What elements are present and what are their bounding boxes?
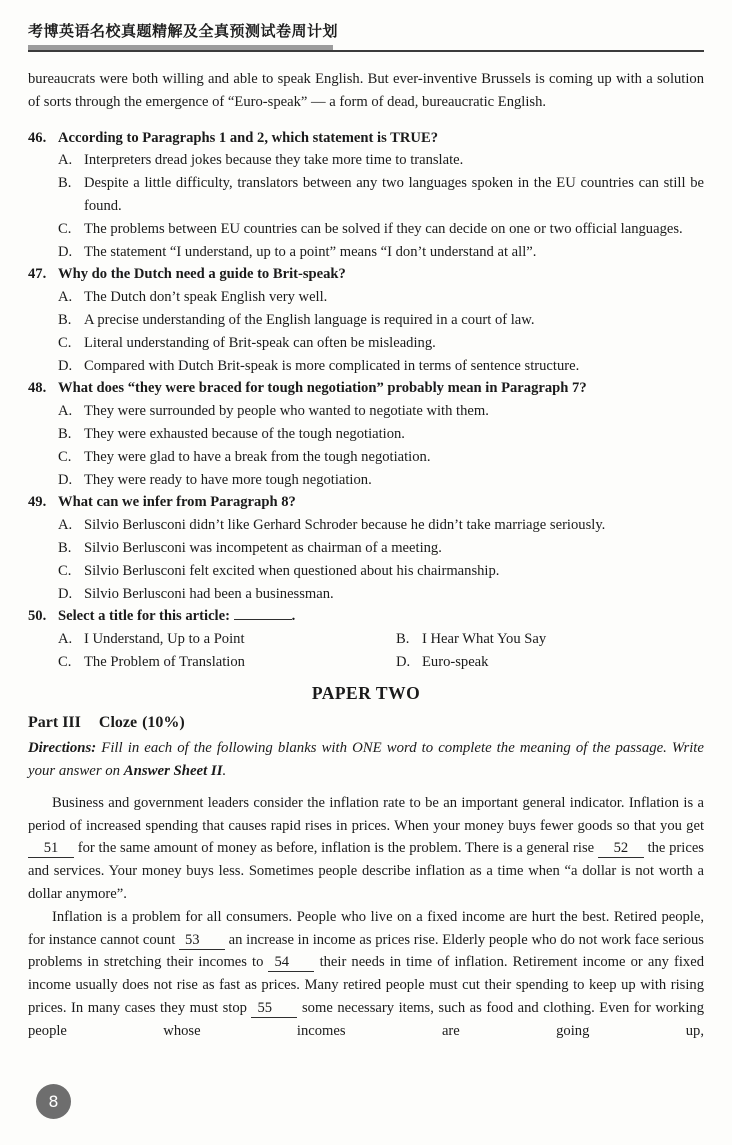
question-title: What can we infer from Paragraph 8? — [58, 494, 296, 511]
cloze-paragraph — [28, 906, 704, 1043]
option-text: They were glad to have a break from the tough negotiation. — [84, 448, 431, 465]
question-block — [28, 491, 704, 605]
text-run: for the same amount of money as before, inflation is the problem. There is a general rise — [74, 840, 598, 857]
text-run: Directions: — [28, 739, 97, 756]
text-run: their needs in time of inflation. Retirement income or any fixed income usually does not rise as fast as prices. Many retired people must cut their spending to keep up with rising prices. In many cases they must stop — [28, 954, 704, 1016]
cloze-blank: 54 — [268, 954, 314, 972]
option-label: A. — [58, 152, 73, 169]
option-label: D. — [58, 471, 73, 488]
question-block — [28, 605, 704, 673]
option-text: A precise understanding of the English language is required in a court of law. — [84, 311, 535, 328]
answer-option — [366, 651, 704, 674]
page-body — [28, 68, 704, 1042]
option-label: D. — [396, 653, 411, 670]
question-list — [28, 127, 704, 674]
page-header — [28, 20, 704, 53]
option-label: B. — [396, 631, 410, 648]
book-title: 考博英语名校真题精解及全真预测试卷周计划 — [28, 22, 339, 40]
option-label: D. — [58, 357, 73, 374]
text-run: Fill in each of the following blanks with ONE word to complete the meaning of the passage. Write your answer on — [28, 739, 704, 779]
answer-option — [28, 560, 704, 583]
option-text: The statement “I understand, up to a point” means “I don’t understand at all”. — [84, 243, 537, 260]
option-label: A. — [58, 631, 73, 648]
question-block — [28, 377, 704, 491]
answer-option — [28, 241, 704, 264]
option-text: I Hear What You Say — [422, 631, 547, 648]
question-options — [28, 149, 704, 263]
option-text: Compared with Dutch Brit-speak is more complicated in terms of sentence structure. — [84, 357, 580, 374]
question-number: 50. — [28, 608, 47, 625]
cloze-passage — [28, 792, 704, 1043]
answer-option — [28, 355, 704, 378]
answer-option — [28, 172, 704, 218]
part3-heading — [28, 714, 704, 732]
answer-option — [28, 309, 704, 332]
question-title: What does “they were braced for tough negotiation” probably mean in Paragraph 7? — [58, 380, 587, 397]
option-label: A. — [58, 403, 73, 420]
text-run: some necessary items, such as food and clothing. Even for working people whose incomes are going up, — [28, 999, 704, 1039]
option-label: C. — [58, 448, 72, 465]
paper-two-heading: PAPER TWO — [311, 682, 421, 703]
answer-option — [28, 651, 366, 674]
option-label: C. — [58, 653, 72, 670]
question-title: Why do the Dutch need a guide to Brit-speak? — [58, 266, 346, 283]
cloze-paragraph — [28, 792, 704, 906]
option-label: A. — [58, 289, 73, 306]
question-title: According to Paragraphs 1 and 2, which statement is TRUE? — [58, 129, 438, 146]
option-label: A. — [58, 517, 73, 534]
question-number: 47. — [28, 266, 47, 283]
question-block — [28, 127, 704, 264]
cloze-blank — [234, 619, 292, 620]
text-run: Inflation is a problem for all consumers. People who live on a fixed income are hurt the best. Retired people, for instance cannot count — [28, 908, 704, 948]
question-options — [28, 286, 704, 377]
question-options — [28, 628, 704, 674]
cloze-blank: 53 — [179, 932, 225, 950]
text-run: . — [222, 762, 227, 779]
option-label: B. — [58, 425, 72, 442]
part3-title: Cloze — [98, 713, 138, 731]
option-label: C. — [58, 562, 72, 579]
part3-directions — [28, 737, 704, 783]
answer-option — [28, 332, 704, 355]
option-text: They were surrounded by people who wanted to negotiate with them. — [84, 403, 489, 420]
page-number-badge: 8 — [36, 1084, 71, 1119]
question-head — [28, 127, 704, 150]
text-run: an increase in income as prices rise. Elderly people who do not work face serious problems in stretching their incomes to — [28, 931, 704, 971]
question-head — [28, 491, 704, 514]
option-text: Silvio Berlusconi had been a businessman. — [84, 585, 334, 602]
option-text: The Problem of Translation — [84, 653, 245, 670]
option-label: B. — [58, 539, 72, 556]
answer-option — [28, 537, 704, 560]
question-options — [28, 514, 704, 605]
question-head — [28, 605, 704, 628]
question-number: 46. — [28, 129, 47, 146]
option-text: I Understand, Up to a Point — [84, 631, 245, 648]
answer-option — [28, 286, 704, 309]
answer-option — [28, 446, 704, 469]
question-number: 48. — [28, 380, 47, 397]
answer-option — [28, 423, 704, 446]
option-text: Euro-speak — [422, 653, 489, 670]
option-text: They were ready to have more tough negotiation. — [84, 471, 372, 488]
cloze-blank: 52 — [598, 840, 644, 858]
part3-label: Part III — [28, 713, 81, 731]
option-label: B. — [58, 175, 72, 192]
text-run: Select a title for this article: — [58, 608, 234, 625]
answer-option — [28, 514, 704, 537]
answer-option — [28, 628, 366, 651]
option-label: D. — [58, 585, 73, 602]
option-text: Silvio Berlusconi didn’t like Gerhard Schroder because he didn’t take marriage seriously. — [84, 517, 606, 534]
cloze-blank: 55 — [251, 1000, 297, 1018]
option-text: They were exhausted because of the tough negotiation. — [84, 425, 405, 442]
question-head — [28, 263, 704, 286]
part3-percent: (10%) — [142, 713, 185, 731]
question-number: 49. — [28, 494, 47, 511]
option-label: B. — [58, 311, 72, 328]
answer-option — [28, 218, 704, 241]
option-text: Despite a little difficulty, translators between any two languages spoken in the EU countries can still be found. — [84, 175, 704, 214]
question-title — [58, 605, 704, 628]
header-rule-thin-line — [28, 50, 704, 52]
reading-passage-continuation: bureaucrats were both willing and able to speak English. But ever-inventive Brussels is coming up with a solution of sorts through the emergence of “Euro-speak” — a form of dead, bureaucratic English. — [28, 71, 704, 110]
option-text: Literal understanding of Brit-speak can often be misleading. — [84, 334, 436, 351]
option-label: C. — [58, 220, 72, 237]
question-block — [28, 263, 704, 377]
option-text: The Dutch don’t speak English very well. — [84, 289, 328, 306]
answer-option — [366, 628, 704, 651]
option-text: Silvio Berlusconi felt excited when questioned about his chairmanship. — [84, 562, 500, 579]
option-label: D. — [58, 243, 73, 260]
answer-option — [28, 149, 704, 172]
text-run: Answer Sheet II — [123, 762, 223, 779]
question-options — [28, 400, 704, 491]
answer-option — [28, 469, 704, 492]
text-run: Business and government leaders consider the inflation rate to be an important general indicator. Inflation is a period of increased spending that causes rapid rises in prices. When your money buys fewer goods so that you get — [28, 794, 704, 834]
option-text: Silvio Berlusconi was incompetent as chairman of a meeting. — [84, 539, 442, 556]
text-run: . — [291, 608, 296, 625]
option-label: C. — [58, 334, 72, 351]
header-rule — [28, 45, 704, 53]
option-text: Interpreters dread jokes because they take more time to translate. — [84, 152, 464, 169]
text-run: the prices and services. Your money buys less. Sometimes people describe inflation as a time when “a dollar is not worth a dollar anymore”. — [28, 840, 704, 902]
cloze-blank: 51 — [28, 840, 74, 858]
option-text: The problems between EU countries can be solved if they can decide on one or two official languages. — [84, 220, 683, 237]
answer-option — [28, 583, 704, 606]
question-head — [28, 377, 704, 400]
answer-option — [28, 400, 704, 423]
